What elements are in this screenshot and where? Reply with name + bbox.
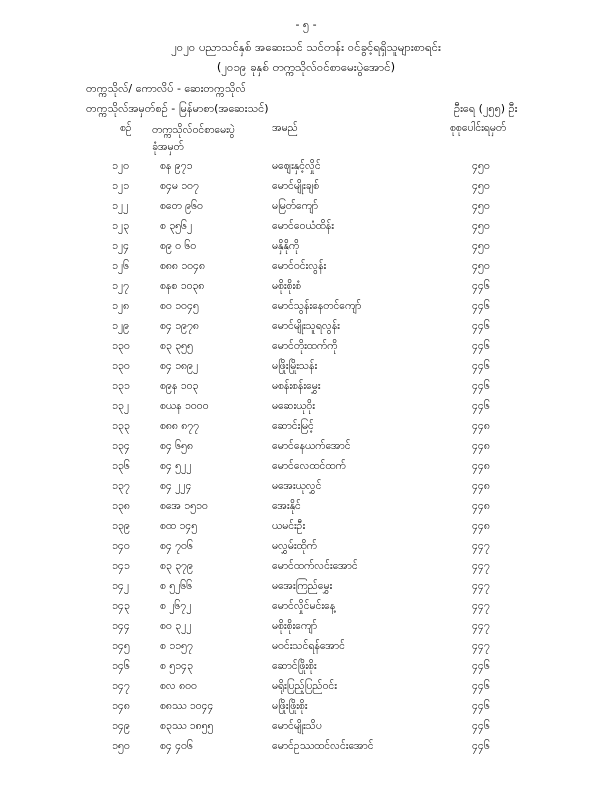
row-roll-number: စ၈ဿ ၁၀၄၄ (160, 700, 214, 712)
row-roll-number: စထ ၁၄၅ (160, 520, 198, 532)
row-marks: ၄၄၆ (472, 720, 490, 732)
row-number: ၁၃၂ (112, 400, 129, 412)
header-roll-line2: ခုံအမှတ် (152, 141, 184, 153)
row-marks: ၄၄၆ (472, 740, 490, 752)
row-number: ၁၂၀ (112, 160, 129, 172)
row-name: ဆောင်းမြင့် (272, 420, 314, 432)
row-marks: ၄၄၈ (472, 480, 490, 492)
row-roll-number: စနစ ၁၀၃၈ (160, 280, 205, 292)
row-roll-number: စဝ ၁၀၄၅ (160, 300, 199, 312)
table-row (0, 300, 612, 320)
table-row (0, 180, 612, 200)
row-number: ၁၃၀ (112, 340, 130, 352)
row-marks: ၄၄၆ (472, 300, 490, 312)
row-roll-number: စ၈၈ ၁၀၄၈ (160, 260, 205, 272)
header-roll-line1: တက္ကသိုလ်ဝင်စာမေးပွဲ (152, 124, 235, 136)
header-name: အမည် (272, 122, 298, 134)
table-row (0, 260, 612, 280)
document-subtitle: (၂၀၁၉ ခုနှစ် တက္ကသိုလ်ဝင်စာမေးပွဲအောင်) (216, 60, 396, 74)
row-marks: ၄၄၆ (472, 340, 490, 352)
table-row (0, 500, 612, 520)
row-name: မဝင်းသင်ရန်အောင် (272, 640, 345, 652)
row-name: ဆောင်ဖြိုးစိုး (272, 660, 317, 672)
row-roll-number: စ၄ ၁၉၇၈ (160, 320, 199, 332)
table-row (0, 460, 612, 480)
row-number: ၁၄၅ (112, 640, 130, 652)
table-row (0, 540, 612, 560)
row-roll-number: စ၄ ၄၀၆ (160, 740, 193, 752)
row-number: ၁၂၆ (112, 260, 129, 272)
row-number: ၁၃၄ (112, 440, 130, 452)
row-marks: ၄၅၀ (472, 200, 490, 212)
row-roll-number: စ၉ ၀ ၆၀ (160, 240, 197, 252)
row-number: ၁၃၈ (112, 500, 130, 512)
table-row (0, 220, 612, 240)
row-name: မောင်မျိုးသူရလွန်း (272, 320, 340, 332)
table-row (0, 660, 612, 680)
row-roll-number: စ၃ ၃၅၅ (160, 340, 193, 352)
row-number: ၁၃၉ (112, 520, 130, 532)
document-title: ၂၀၂၀ ပညာသင်နှစ် အဆေးသင် သင်တန်း ဝင်ခွင့်ရရှိသူများစာရင်း (171, 40, 441, 54)
row-roll-number: စ ၃၅၆၂ (160, 220, 193, 232)
table-row (0, 700, 612, 720)
row-number: ၁၄၂ (112, 580, 129, 592)
row-number: ၁၂၈ (112, 300, 130, 312)
row-roll-number: စတေ ၉၆၀ (160, 200, 203, 212)
row-name: မောင်မျိုးသိပ (272, 720, 322, 732)
row-marks: ၄၅၀ (472, 240, 490, 252)
row-number: ၁၄၉ (112, 720, 130, 732)
row-marks: ၄၅၀ (472, 260, 490, 272)
row-number: ၁၃၇ (112, 480, 130, 492)
row-marks: ၄၄၇ (472, 540, 490, 552)
row-number: ၁၂၄ (112, 240, 129, 252)
table-row (0, 160, 612, 180)
header-roll-number (152, 122, 235, 156)
row-name: မောင်လေထင်ထက် (272, 460, 346, 472)
table-row (0, 620, 612, 640)
row-marks: ၄၄၇ (472, 640, 490, 652)
row-roll-number: စ ၅၁၄၃ (160, 660, 193, 672)
table-row (0, 520, 612, 540)
row-marks: ၄၄၇ (472, 620, 490, 632)
row-roll-number: စ ၅၂၆၆ (160, 580, 193, 592)
table-row (0, 200, 612, 220)
row-name: မဖြိုးမြိုးသန်း (272, 360, 318, 372)
row-number: ၁၃၃ (112, 420, 130, 432)
row-roll-number: စ၄ ၁၈၉၂ (160, 360, 199, 372)
subject-group-line: တက္ကသိုလ်အမှတ်စဉ် - မြန်မာစာ(အဆေးသင်) (86, 102, 269, 115)
row-number: ၁၂၂ (112, 200, 129, 212)
row-marks: ၄၅၀ (472, 180, 490, 192)
row-roll-number: စ၄မ ၁၀၇ (160, 180, 199, 192)
row-marks: ၄၄၆ (472, 360, 490, 372)
row-marks: ၄၄၇ (472, 580, 490, 592)
row-number: ၁၄၃ (112, 600, 130, 612)
table-row (0, 740, 612, 760)
row-roll-number: စ၄ ၇၀၆ (160, 540, 193, 552)
row-name: မောင်နေယက်အောင် (272, 440, 351, 452)
row-number: ၁၄၈ (112, 700, 130, 712)
row-roll-number: စ၄ ၅၂၂ (160, 460, 192, 472)
row-name: မောင်ဥဿထင်လင်းအောင် (272, 740, 374, 752)
row-roll-number: စ၈၈ ၈၇၇ (160, 420, 200, 432)
total-count: ဦးရေ (၂၅၅) ဦး (454, 102, 518, 115)
page-number: - ၅ - (295, 18, 317, 31)
row-name: မောင်ထက်လင်းအောင် (272, 560, 358, 572)
table-row (0, 440, 612, 460)
row-name: မဈေးနှင့်လှိုင် (272, 160, 321, 172)
row-number: ၁၂၁ (112, 180, 129, 192)
row-name: မောင်ဝေယံထိန်း (272, 220, 334, 232)
table-row (0, 280, 612, 300)
header-marks: စုစုပေါင်းရမှတ် (450, 122, 507, 134)
row-number: ၁၄၆ (112, 660, 130, 672)
table-row (0, 240, 612, 260)
row-roll-number: စ ၁၁၅၇ (160, 640, 193, 652)
row-roll-number: စ၃ဿ ၁၈၅၅ (160, 720, 214, 732)
row-number: ၁၃၆ (112, 460, 130, 472)
row-marks: ၄၄၆ (472, 280, 490, 292)
table-row (0, 420, 612, 440)
row-name: မောင်တိုးထက်ကို (272, 340, 338, 352)
row-marks: ၄၄၆ (472, 400, 490, 412)
row-name: မောင်သွန်းနေတင်ကျော် (272, 300, 362, 312)
row-marks: ၄၄၆ (472, 320, 490, 332)
header-number: စဉ် (120, 122, 132, 134)
row-roll-number: စလ ၈၀၀ (160, 680, 197, 692)
row-name: မစန်းစန်းမွှေး (272, 380, 321, 392)
row-name: မစိုးစိုးကျော် (272, 620, 318, 632)
row-number: ၁၄၀ (112, 540, 130, 552)
row-marks: ၄၅၀ (472, 220, 490, 232)
table-row (0, 560, 612, 580)
row-roll-number: စ၄ ၆၅၈ (160, 440, 193, 452)
row-marks: ၄၄၆ (472, 680, 490, 692)
table-row (0, 720, 612, 740)
row-marks: ၄၄၈ (472, 460, 490, 472)
row-roll-number: စ၄ ၂၂၄ (160, 480, 192, 492)
row-name: ယမင်းဦး (272, 520, 306, 532)
row-name: မလွှမ်းထိုက် (272, 540, 317, 552)
table-row (0, 360, 612, 380)
row-marks: ၄၄၆ (472, 660, 490, 672)
row-marks: ၄၄၇ (472, 600, 490, 612)
row-name: မောင်မျိုးချစ် (272, 180, 320, 192)
university-line: တက္ကသိုလ်/ ကောလိပ် - ဆေးတက္ကသိုလ် (86, 82, 246, 95)
table-row (0, 680, 612, 700)
row-number: ၁၄၇ (112, 680, 130, 692)
row-number: ၁၄၄ (112, 620, 130, 632)
row-roll-number: စယန ၁၀၀၀ (160, 400, 209, 412)
row-marks: ၄၄၈ (472, 500, 490, 512)
row-number: ၁၂၃ (112, 220, 129, 232)
row-number: ၁၄၁ (112, 560, 130, 572)
row-name: မအေးကြည်မွှေး (272, 580, 333, 592)
table-row (0, 340, 612, 360)
row-roll-number: စ ၂၆၇၂ (160, 600, 192, 612)
row-name: မောင်လှိုင်မင်းနေ့ (272, 600, 336, 612)
row-name: မဆေးယုဝိုး (272, 400, 315, 412)
row-roll-number: စ၉န ၁၀၃ (160, 380, 199, 392)
row-marks: ၄၄၈ (472, 440, 490, 452)
row-marks: ၄၄၇ (472, 560, 490, 572)
row-name: မဖြိုးဖြိုးစိုး (272, 700, 308, 712)
table-row (0, 320, 612, 340)
row-marks: ၄၅၀ (472, 160, 490, 172)
table-row (0, 400, 612, 420)
row-number: ၁၂၉ (112, 320, 129, 332)
table-row (0, 580, 612, 600)
table-row (0, 640, 612, 660)
table-row (0, 600, 612, 620)
row-roll-number: စ၃ ၃၇၉ (160, 560, 193, 572)
row-number: ၁၃၁ (112, 380, 130, 392)
row-roll-number: စ၀ ၃၂၂ (160, 620, 192, 632)
table-row (0, 380, 612, 400)
row-roll-number: စန ၉၇၁ (160, 160, 193, 172)
row-number: ၁၂၇ (112, 280, 129, 292)
row-marks: ၄၄၆ (472, 380, 490, 392)
row-name: မမြတ်ကျော် (272, 200, 318, 212)
row-name: မစိုးစိုးစံ (272, 280, 302, 292)
row-name: မရိုးပြည့်ပြည်ဝင်း (272, 680, 337, 692)
row-name: မောင်ဝင်းလွန်း (272, 260, 327, 272)
row-marks: ၄၄၆ (472, 700, 490, 712)
row-number: ၁၅၀ (112, 740, 130, 752)
table-row (0, 480, 612, 500)
row-name: အေးနိုင် (272, 500, 301, 512)
row-name: မအေးယုလွှင် (272, 480, 322, 492)
row-roll-number: စအေ ၁၅၁၀ (160, 500, 208, 512)
row-marks: ၄၄၈ (472, 520, 490, 532)
row-marks: ၄၄၈ (472, 420, 490, 432)
row-number: ၁၃၀ (112, 360, 130, 372)
row-name: မနှိနိုကို (272, 240, 300, 252)
